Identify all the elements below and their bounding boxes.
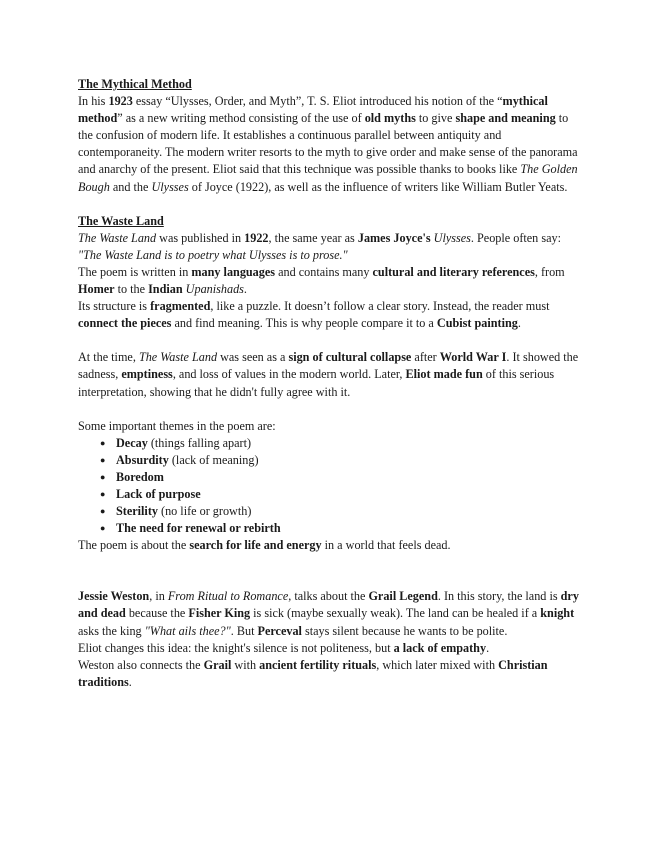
bold-text: knight: [540, 606, 575, 621]
bold-text: emptiness: [121, 367, 173, 382]
text-run: , talks about the: [288, 589, 369, 604]
bold-text: Absurdity: [116, 452, 169, 467]
bullet-icon: ●: [100, 488, 106, 499]
bold-text: Perceval: [257, 623, 302, 638]
text-run: (no life or growth): [157, 504, 252, 519]
bold-text: shape and meaning: [455, 111, 556, 126]
italic-text: "What ails thee?": [144, 623, 231, 638]
paragraph: [78, 588, 580, 639]
bold-text: Homer: [78, 282, 115, 297]
bullet-icon: ●: [100, 437, 106, 448]
paragraph: [78, 640, 580, 657]
bold-text: fragmented: [150, 299, 211, 314]
italic-text: "The Waste Land is to poetry what Ulysses is to prose.": [78, 247, 348, 262]
list-item: [78, 503, 580, 520]
text-run: and contains many: [275, 264, 373, 279]
text-run: In his: [78, 94, 109, 109]
bold-text: ancient fertility rituals: [259, 657, 377, 672]
bold-text: Fisher King: [188, 606, 251, 621]
paragraph: [78, 537, 580, 554]
text-run: . But: [230, 623, 258, 638]
bold-text: mythical method: [78, 94, 548, 126]
paragraph: [78, 349, 580, 400]
bold-text: a lack of empathy: [393, 640, 487, 655]
text-run: asks the king: [78, 623, 145, 638]
bold-text: James Joyce's: [357, 230, 431, 245]
text-run: , and loss of values in the modern world. Later,: [172, 367, 406, 382]
italic-text: Ulysses: [433, 230, 471, 245]
text-run: . People often say:: [470, 230, 561, 245]
text-run: . In this story, the land is: [437, 589, 561, 604]
text-run: , from: [534, 264, 565, 279]
text-run: essay “Ulysses, Order, and Myth”, T. S. Eliot introduced his notion of the “: [132, 94, 503, 109]
text-run: after: [411, 350, 440, 365]
text-run: to the: [114, 282, 149, 297]
text-run: Its structure is: [78, 299, 151, 314]
text-run: of this serious interpretation, showing that he didn't fully agree with it.: [78, 367, 555, 399]
bullet-icon: ●: [100, 506, 106, 517]
text-run: Weston also connects the: [78, 657, 204, 672]
text-run: with: [231, 657, 260, 672]
text-run: stays silent because he wants to be polite.: [301, 623, 508, 638]
text-run: Eliot changes this idea: the knight's silence is not politeness, but: [78, 640, 394, 655]
text-run: and the: [109, 179, 152, 194]
text-run: .: [486, 640, 490, 655]
bold-text: many languages: [191, 264, 276, 279]
bold-text: Sterility: [116, 504, 158, 519]
text-run: .: [128, 674, 132, 689]
text-run: The poem is written in: [78, 264, 192, 279]
paragraph: [78, 657, 580, 691]
bullet-icon: ●: [100, 454, 106, 465]
bold-text: The need for renewal or rebirth: [116, 521, 281, 536]
bold-text: Cubist painting: [436, 316, 518, 331]
text-run: (lack of meaning): [168, 452, 259, 467]
text-run: to give: [415, 111, 456, 126]
text-run: because the: [125, 606, 189, 621]
italic-text: The Golden Bough: [78, 162, 578, 194]
text-run: (things falling apart): [147, 435, 252, 450]
bold-text: Grail: [203, 657, 232, 672]
paragraph: [78, 298, 580, 332]
bold-text: Boredom: [116, 469, 164, 484]
list-item: [78, 486, 580, 503]
themes-list: [78, 435, 580, 538]
bold-text: old myths: [364, 111, 416, 126]
bold-text: Decay: [116, 435, 148, 450]
text-run: At the time,: [78, 350, 139, 365]
bold-text: Lack of purpose: [116, 486, 201, 501]
bold-text: Eliot made fun: [405, 367, 483, 382]
bullet-icon: ●: [100, 471, 106, 482]
text-run: . It showed the sadness,: [78, 350, 579, 382]
text-run: and find meaning. This is why people compare it to a: [171, 316, 437, 331]
italic-text: The Waste Land: [78, 230, 157, 245]
bold-text: cultural and literary references: [372, 264, 535, 279]
text-run: The poem is about the: [78, 538, 190, 553]
bold-text: Christian traditions: [78, 657, 548, 689]
text-run: .: [517, 316, 521, 331]
bold-text: World War I: [439, 350, 507, 365]
bold-text: 1923: [108, 94, 133, 109]
text-run: , which later mixed with: [376, 657, 499, 672]
themes-intro: Some important themes in the poem are:: [78, 418, 276, 433]
section-title-mythical-method: The Mythical Method: [78, 77, 192, 91]
paragraph: [78, 264, 580, 298]
italic-text: Upanishads: [185, 282, 244, 297]
bold-text: dry and dead: [78, 589, 579, 621]
text-run: to the confusion of modern life. It establishes a continuous parallel between antiquity and contemporaneity. The modern writer resorts to the myth to give order and make sense of the panorama and anarchy of the present. Eliot said that this technique was possible thanks to books like: [78, 111, 578, 177]
section-title-waste-land: The Waste Land: [78, 213, 164, 228]
list-item: [78, 520, 580, 537]
bold-text: search for life and energy: [189, 538, 322, 553]
list-item: [78, 452, 580, 469]
paragraph: [78, 230, 580, 264]
paragraph: [78, 93, 580, 196]
bold-text: Jessie Weston: [78, 589, 150, 604]
document-body: [78, 76, 580, 691]
text-run: , in: [149, 589, 168, 604]
text-run: , the same year as: [268, 230, 358, 245]
text-run: is sick (maybe sexually weak). The land can be healed if a: [250, 606, 541, 621]
text-run: in a world that feels dead.: [321, 538, 451, 553]
text-run: was published in: [156, 230, 245, 245]
text-run: , like a puzzle. It doesn’t follow a clear story. Instead, the reader must: [210, 299, 550, 314]
italic-text: The Waste Land: [138, 350, 218, 365]
bold-text: Indian: [148, 282, 183, 297]
list-item: [78, 435, 580, 452]
text-run: .: [243, 282, 247, 297]
text-run: of Joyce (1922), as well as the influence of writers like William Butler Yeats.: [188, 179, 568, 194]
bold-text: connect the pieces: [78, 316, 172, 331]
italic-text: Ulysses: [151, 179, 189, 194]
list-item: [78, 469, 580, 486]
bullet-icon: ●: [100, 523, 106, 534]
italic-text: From Ritual to Romance: [167, 589, 289, 604]
text-run: ” as a new writing method consisting of the use of: [117, 111, 365, 126]
bold-text: 1922: [244, 230, 269, 245]
bold-text: sign of cultural collapse: [288, 350, 412, 365]
text-run: was seen as a: [217, 350, 289, 365]
bold-text: Grail Legend: [368, 589, 438, 604]
